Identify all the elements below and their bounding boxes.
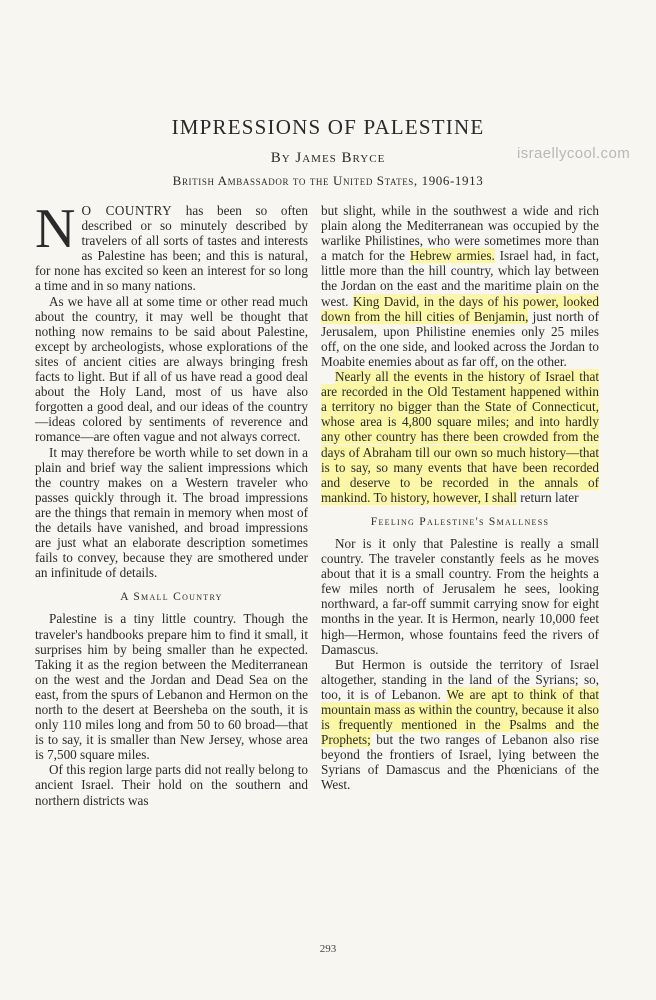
- paragraph: [321, 369, 599, 505]
- page-number: 293: [319, 943, 337, 955]
- highlighted-text: We are apt to think of that mountain mass as within the country, because it also is frequently mentioned in the Psalms and the Prophets;: [321, 686, 599, 748]
- paragraph: As we have all at some time or other read much about the country, it may well be thought that nothing now remains to be said about Palestine, except by archeologists, whose explorations of the sites of ancient cities are always bringing fresh facts to light. But if all of us have read a good deal about the Holy Land, most of us have also forgotten a good deal, and our ideas of the country—ideas colored by sentiments of reverence and romance—are often vague and not always correct.: [35, 293, 308, 445]
- section-heading-feeling-smallness: Feeling Palestine's Smallness: [370, 515, 550, 528]
- paragraph: It may therefore be worth while to set down in a plain and brief way the salient impressions which the country makes on a Western traveler who passes quickly through it. The broad impressions are the things that remain in memory when most of the details have vanished, and broad impressions are just what an elaborate description sometimes fails to convey, because they are smothered under an infinitude of details.: [35, 444, 308, 581]
- article-subtitle: British Ambassador to the United States, 1906-1913: [172, 173, 484, 188]
- paragraph: [321, 657, 599, 793]
- paragraph: Palestine is a tiny little country. Though the traveler's handbooks prepare him to find it small, it surprises him by being smaller than he expected. Taking it as the region between the Mediterranean on the west and the Jordan and Dead Sea on the east, from the spurs of Lebanon and Hermon on the north to the desert at Beersheba on the south, it is only 110 miles long and from 50 to 60 broad—that is to say, it is smaller than New Jersey, whose area is 7,500 square miles.: [35, 611, 308, 763]
- text-run: just north of Jerusalem, upon Philistine enemies only 25 miles off, on the one side, and looked across the Jordan to Moabite enemies about as far off, on the other.: [321, 308, 599, 369]
- paragraph: Nor is it only that Palestine is really a small country. The traveler constantly feels as he moves about that it is a small country. From the heights a few miles north of Jerusalem he sees, looking northward, a far-off summit carrying snow for eight months in the year. It is Hermon, nearly 10,000 feet high—Hermon, whose fountains feed the rivers of Damascus.: [321, 535, 599, 657]
- paragraph: Of this region large parts did not really belong to ancient Israel. Their hold on the southern and northern districts was: [35, 762, 308, 808]
- text-run: Israel had, in fact, little more than the hill country, which lay between the Jordan on the east and the maritime plain on the west.: [321, 248, 599, 309]
- article-byline: By James Bryce: [270, 150, 386, 166]
- highlighted-text: King David, in the days of his power, looked down from the hill cities of Benjamin,: [321, 293, 599, 324]
- right-column: [321, 203, 599, 793]
- opening-text: has been so often described or so minutely described by travelers of all sorts of tastes and interests as Palestine has been; and this is natural, for none has excited so keen an interest for so long a time and in so many nations.: [35, 203, 308, 294]
- highlighted-text: Nearly all the events in the history of Israel that are recorded in the Old Testament happened within a territory no bigger than the State of Connecticut, whose area is 4,800 square miles; and into hardly any other country has there been crowded from the days of Abraham till our own so much history—that is to say, so many events that have been recorded and deserve to be recorded in the annals of mankind. To history, however, I shall: [321, 369, 599, 505]
- highlighted-text: Hebrew armies.: [409, 248, 495, 264]
- section-heading-small-country: A Small Country: [120, 591, 223, 604]
- paragraph-opening: [35, 198, 308, 294]
- text-run: But Hermon is outside the territory of Israel altogether, standing in the land of the Syrians; so, too, it is of Lebanon.: [321, 656, 599, 702]
- opening-words: O COUNTRY: [81, 203, 173, 218]
- left-column: [35, 198, 308, 808]
- text-run: return later: [516, 489, 579, 505]
- watermark: israellycool.com: [517, 145, 631, 162]
- text-run: but the two ranges of Lebanon also rise beyond the frontiers of Israel, lying between the Syrians of Damascus and the Phœnicians of the West.: [321, 732, 599, 793]
- article-title: IMPRESSIONS OF PALESTINE: [171, 115, 485, 139]
- drop-cap: N: [35, 198, 76, 260]
- paragraph-continued: [321, 203, 599, 369]
- text-run: but slight, while in the southwest a wide and rich plain along the Mediterranean was occupied by the warlike Philistines, who were sometimes more than a match for the: [321, 203, 599, 264]
